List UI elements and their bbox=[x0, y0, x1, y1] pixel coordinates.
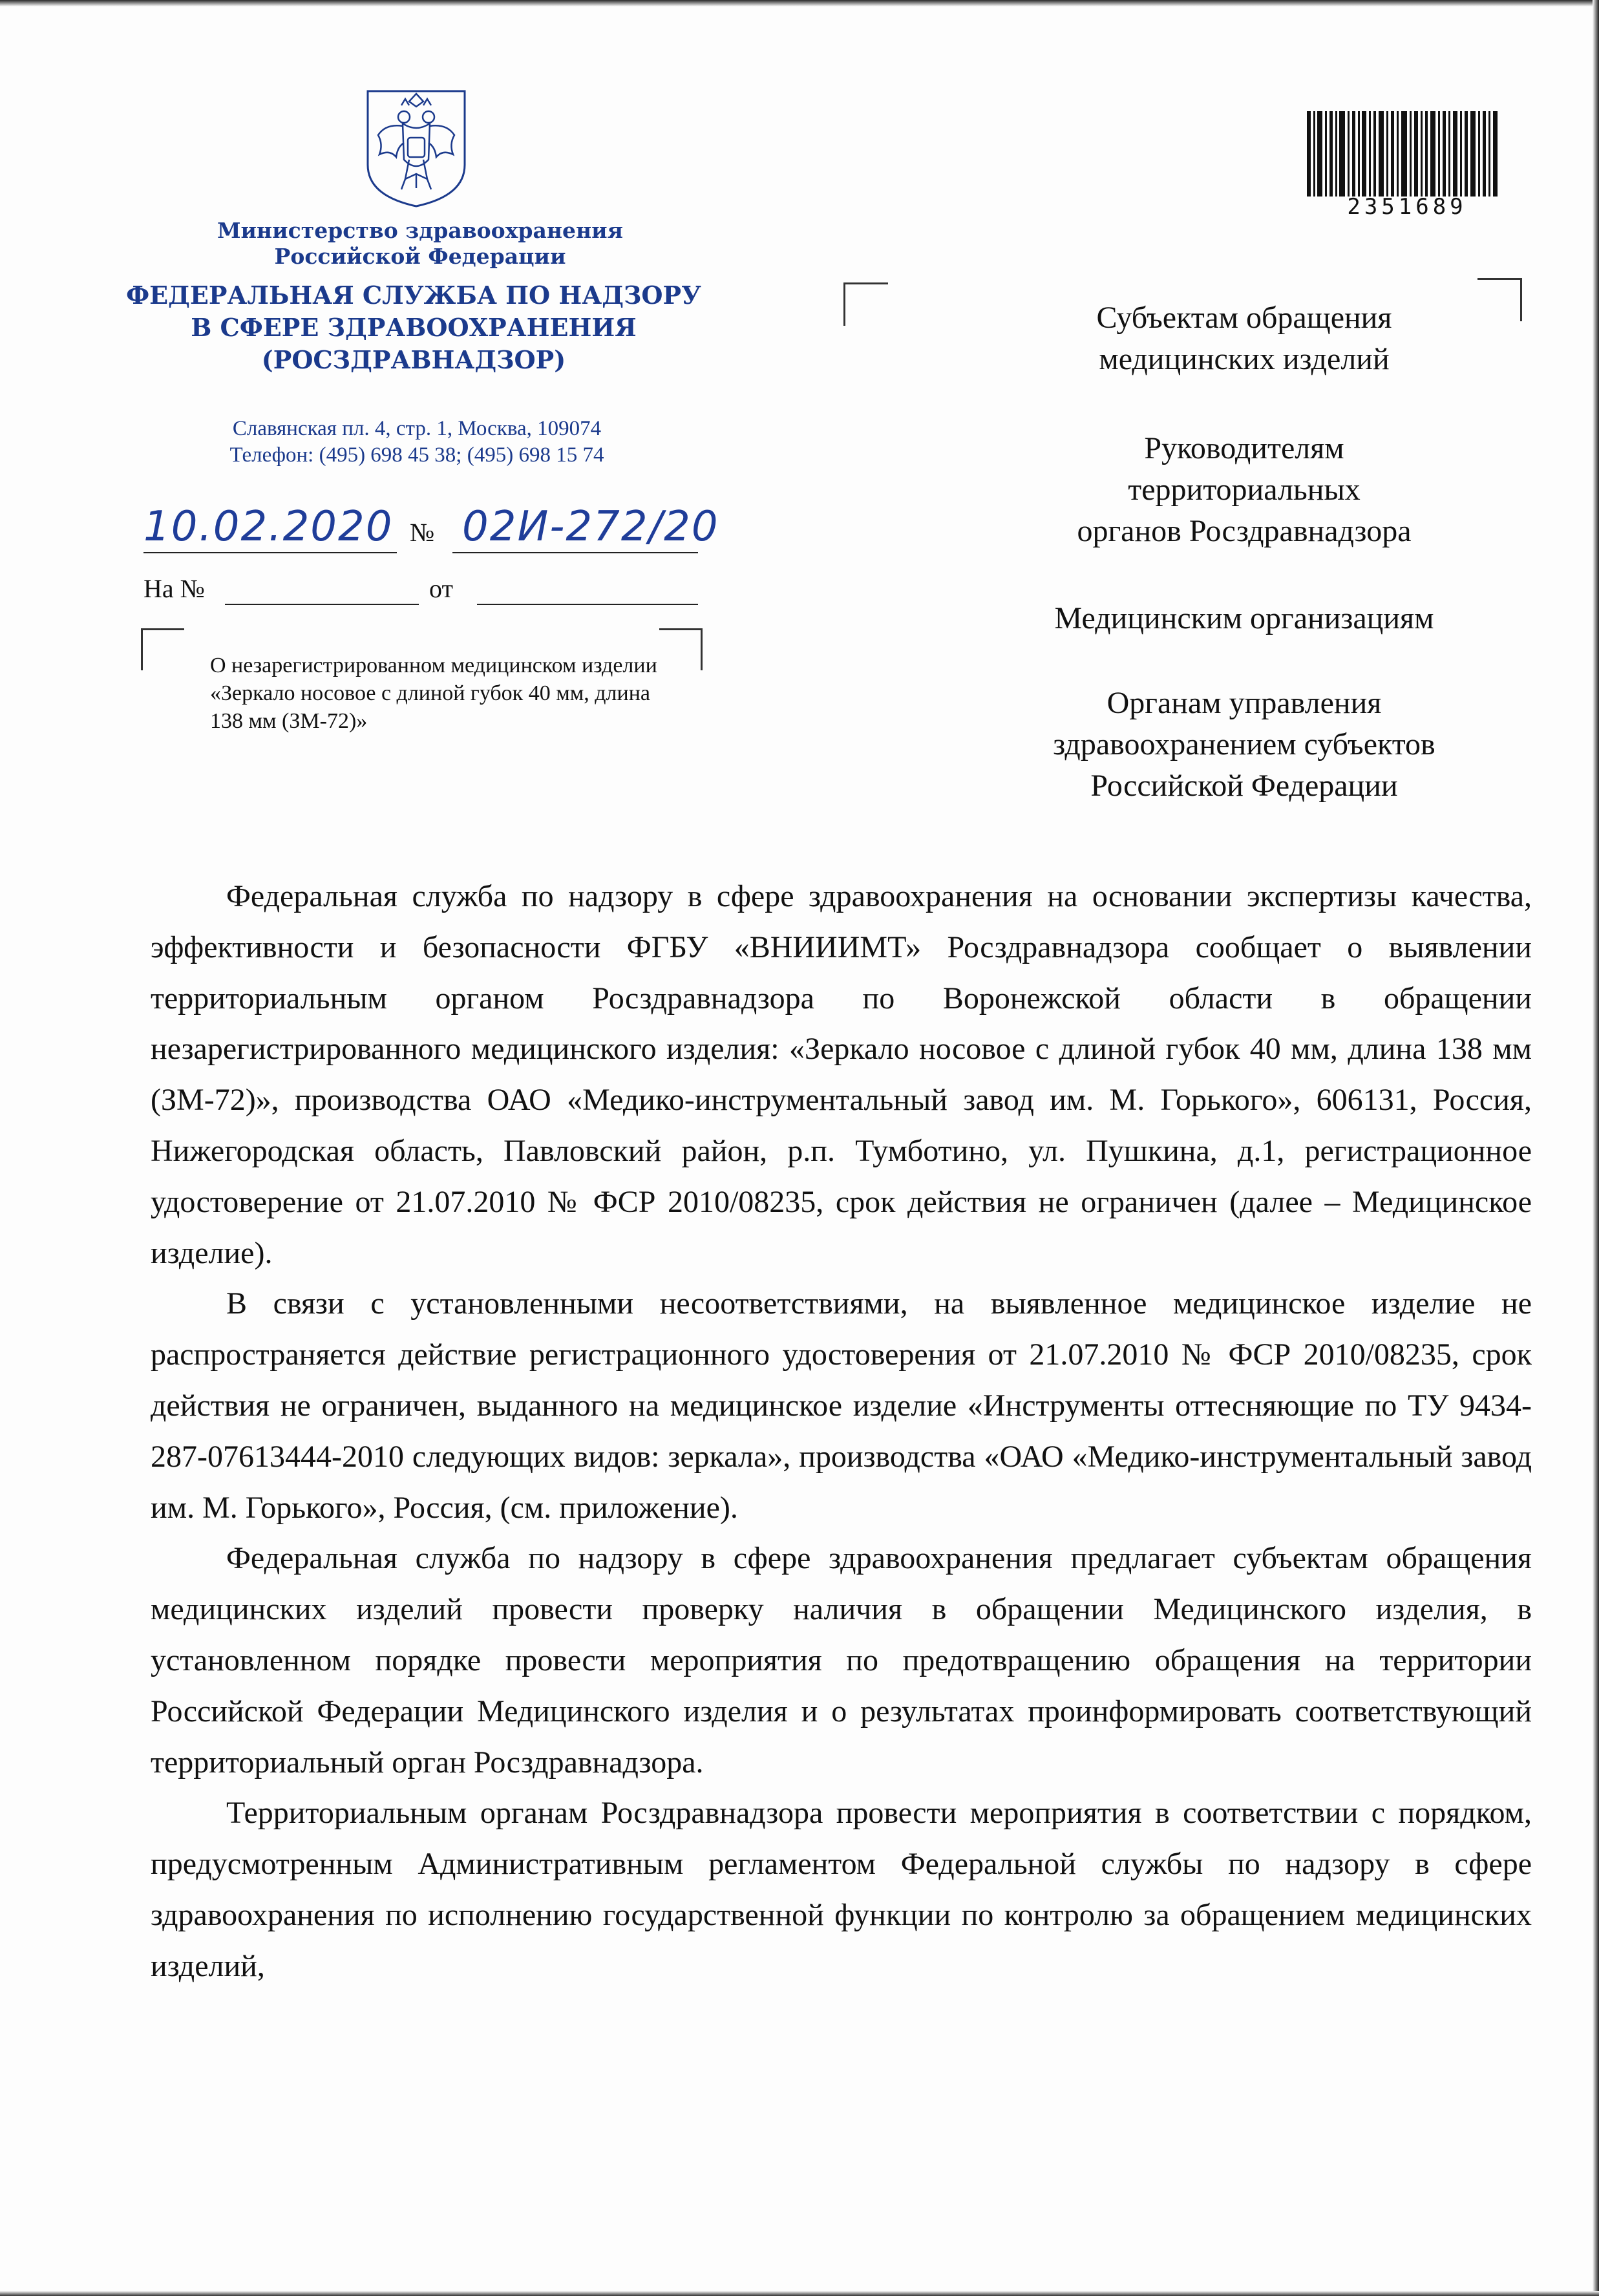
reference-number-label: На № bbox=[143, 574, 205, 603]
body-paragraph: Федеральная служба по надзору в сфере здравоохранения предлагает субъектам обращения медицинских изделий провести проверку наличия в обращении Медицинского изделия, в установленном порядке провести мероприятия по предотвращению обращения на территории Российской Федерации Медицинского изделия и о результатах проинформировать соответствующий территориальный орган Росздравнадзора. bbox=[151, 1541, 1532, 1780]
scan-edge-right bbox=[1593, 0, 1599, 2296]
subject-bracket-right bbox=[659, 628, 703, 670]
number-underline bbox=[452, 552, 698, 553]
addressee-3 bbox=[937, 598, 1551, 639]
addressee-line: Органам управления bbox=[1107, 686, 1382, 720]
body-paragraph: Федеральная служба по надзору в сфере здравоохранения на основании экспертизы качества, эффективности и безопасности ФГБУ «ВНИИИМТ» Росздравнадзора сообщает о выявлении территориальным органом Росздравнадзора по Воронежской области в обращении незарегистрированного медицинского изделия: «Зеркало носовое с длиной губок 40 мм, длина 138 мм (ЗМ-72)», производства ОАО «Медико-инструментальный завод им. М. Горького», 606131, Россия, Нижегородская область, Павловский район, р.п. Тумботино, ул. Пушкина, д.1, регистрационное удостоверение от 21.07.2010 № ФСР 2010/08235, срок действия не ограничен (далее – Медицинское изделие). bbox=[151, 879, 1532, 1270]
ministry-name-line1: Министерство здравоохранения bbox=[217, 218, 623, 243]
service-name-line2: В СФЕРЕ ЗДРАВООХРАНЕНИЯ bbox=[191, 313, 637, 342]
addressee-line: Российской Федерации bbox=[1090, 769, 1398, 803]
addressee-line: здравоохранением субъектов bbox=[1053, 727, 1435, 761]
reference-number-line bbox=[225, 604, 419, 605]
barcode-number: 2351689 bbox=[1347, 194, 1467, 220]
addressee-line: Руководителям bbox=[1144, 431, 1344, 465]
subject-bracket-left bbox=[141, 628, 184, 670]
addressee-line: территориальных bbox=[1128, 473, 1361, 507]
addressee-line: Медицинским организациям bbox=[1054, 601, 1434, 635]
registration-date: 10.02.2020 bbox=[143, 503, 394, 551]
addressee-line: медицинских изделий bbox=[1099, 342, 1390, 376]
body-paragraph: Территориальным органам Росздравнадзора провести мероприятия в соответствии с порядком, предусмотренным Административным регламентом Федеральной службы по надзору в сфере здравоохранения по исполнению государственной функции по контролю за обращением медицинских изделий, bbox=[151, 1796, 1532, 1983]
scan-edge-bottom bbox=[0, 2291, 1599, 2296]
addressee-4 bbox=[937, 683, 1551, 807]
service-name-line1: ФЕДЕРАЛЬНАЯ СЛУЖБА ПО НАДЗОРУ bbox=[126, 281, 701, 310]
registration-number: 02И-272/20 bbox=[462, 503, 719, 551]
letter-body bbox=[151, 871, 1532, 1992]
reference-date-line bbox=[477, 604, 698, 605]
ministry-name-line2: Российской Федерации bbox=[274, 244, 566, 269]
service-address: Славянская пл. 4, стр. 1, Москва, 109074 bbox=[232, 417, 602, 440]
scan-edge-top bbox=[0, 0, 1599, 6]
coat-of-arms-icon bbox=[364, 87, 469, 209]
addressee-2 bbox=[937, 428, 1551, 552]
service-phone: Телефон: (495) 698 45 38; (495) 698 15 74 bbox=[229, 443, 604, 467]
addressee-line: органов Росздравнадзора bbox=[1077, 514, 1412, 548]
addressee-1 bbox=[937, 297, 1551, 380]
reference-date-label: от bbox=[429, 574, 453, 603]
number-sign: № bbox=[410, 518, 435, 547]
addressee-bracket-left bbox=[843, 282, 888, 326]
letter-subject: О незарегистрированном медицинском изделии «Зеркало носовое с длиной губок 40 мм, длина 138 мм (ЗМ-72)» bbox=[210, 654, 657, 733]
date-underline bbox=[143, 552, 397, 553]
addressee-line: Субъектам обращения bbox=[1096, 301, 1392, 335]
service-name-line3: (РОСЗДРАВНАДЗОР) bbox=[261, 345, 566, 374]
body-paragraph: В связи с установленными несоответствиями, на выявленное медицинское изделие не распространяется действие регистрационного удостоверения от 21.07.2010 № ФСР 2010/08235, срок действия не ограничен, выданного на медицинское изделие «Инструменты оттесняющие по ТУ 9434-287-07613444-2010 следующих видов: зеркала», производства «ОАО «Медико-инструментальный завод им. М. Горького», Россия, (см. приложение). bbox=[151, 1286, 1532, 1525]
barcode bbox=[1307, 111, 1501, 197]
